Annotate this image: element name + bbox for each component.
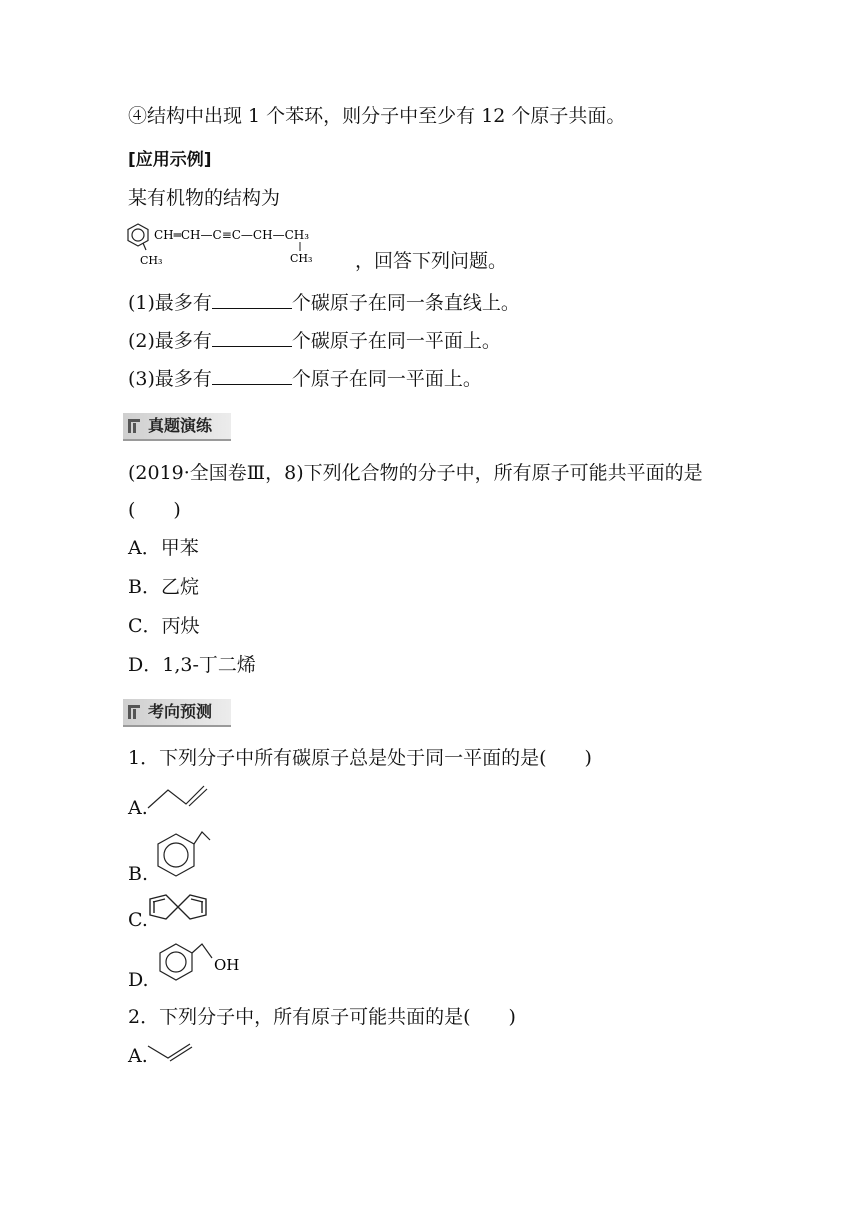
q3-suffix: 个原子在同一平面上。 [291, 368, 482, 390]
example-structure-formula [124, 220, 364, 270]
q2-answer-blank[interactable] [212, 328, 292, 347]
q3-prefix: (3)最多有 [128, 368, 212, 390]
example-stem-tail: ，回答下列问题。 [355, 250, 508, 272]
option-a[interactable]: A．甲苯 [128, 537, 199, 559]
option-d[interactable]: D．1,3-丁二烯 [128, 654, 256, 676]
q1-option-b-label[interactable]: B. [128, 863, 149, 885]
q1-option-b-structure [150, 826, 214, 890]
example-heading: [应用示例] [128, 150, 212, 170]
q1-option-c-label[interactable]: C. [128, 909, 148, 931]
q2-option-a-structure [146, 1040, 196, 1064]
rule-4-text: ④结构中出现 1 个苯环，则分子中至少有 12 个原子共面。 [128, 105, 626, 127]
option-c[interactable]: C．丙炔 [128, 615, 200, 637]
option-b[interactable]: B．乙烷 [128, 576, 199, 598]
formula-sub-left: CH₃ [140, 254, 163, 267]
q2-option-a-label[interactable]: A. [128, 1045, 148, 1067]
formula-sub-right: CH₃ [290, 252, 313, 265]
section-banner-real-exam [123, 413, 231, 441]
q1-option-d-label[interactable]: D. [128, 969, 149, 991]
q1-option-d-structure [154, 936, 250, 992]
example-stem: 某有机物的结构为 [128, 187, 281, 209]
forecast-question-2: 2．下列分子中，所有原子可能共面的是( ) [128, 1006, 516, 1028]
example-question-1 [128, 290, 520, 315]
section-title-real-exam: 真题演练 [148, 416, 213, 435]
real-exam-paren: ( ) [128, 499, 181, 521]
benzene-ring-icon [128, 224, 148, 250]
q1-option-d-oh-group: OH [214, 956, 240, 974]
real-exam-question: (2019·全国卷Ⅲ，8)下列化合物的分子中，所有原子可能共平面的是 [128, 462, 703, 484]
q1-option-a-label[interactable]: A. [128, 797, 148, 819]
section-title-forecast: 考向预测 [148, 702, 213, 721]
example-question-2 [128, 328, 501, 353]
q2-prefix: (2)最多有 [128, 330, 212, 352]
q1-answer-blank[interactable] [212, 290, 292, 309]
q3-answer-blank[interactable] [212, 366, 292, 385]
formula-main-chain: CH═CH—C≡C—CH—CH₃ [154, 228, 310, 242]
q1-prefix: (1)最多有 [128, 292, 212, 314]
q1-suffix: 个碳原子在同一条直线上。 [291, 292, 520, 314]
q2-suffix: 个碳原子在同一平面上。 [291, 330, 501, 352]
example-question-3 [128, 366, 482, 391]
section-banner-forecast [123, 699, 231, 727]
forecast-question-1: 1．下列分子中所有碳原子总是处于同一平面的是( ) [128, 747, 592, 769]
q1-option-c-structure [144, 890, 216, 924]
q1-option-a-structure [146, 782, 210, 812]
